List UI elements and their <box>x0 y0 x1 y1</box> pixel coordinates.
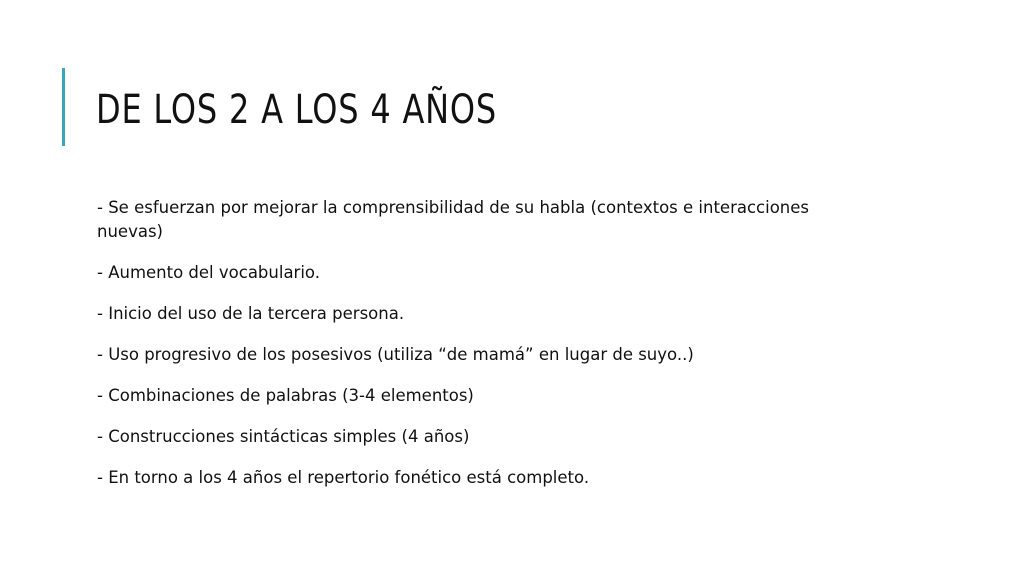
bullet-item: - Combinaciones de palabras (3-4 elementos) <box>97 386 474 405</box>
bullet-list <box>97 196 817 507</box>
bullet-item: - Inicio del uso de la tercera persona. <box>97 304 405 323</box>
bullet-item: - En torno a los 4 años el repertorio fonético está completo. <box>97 468 590 487</box>
slide-title: DE LOS 2 A LOS 4 AÑOS <box>96 87 498 133</box>
bullet-item: - Construcciones sintácticas simples (4 años) <box>97 427 470 446</box>
bullet-item: - Se esfuerzan por mejorar la comprensibilidad de su habla (contextos e interacciones nuevas) <box>97 198 810 241</box>
bullet-item: - Aumento del vocabulario. <box>97 263 320 282</box>
bullet-item: - Uso progresivo de los posesivos (utiliza “de mamá” en lugar de suyo..) <box>97 345 694 364</box>
title-accent-bar <box>62 68 65 146</box>
